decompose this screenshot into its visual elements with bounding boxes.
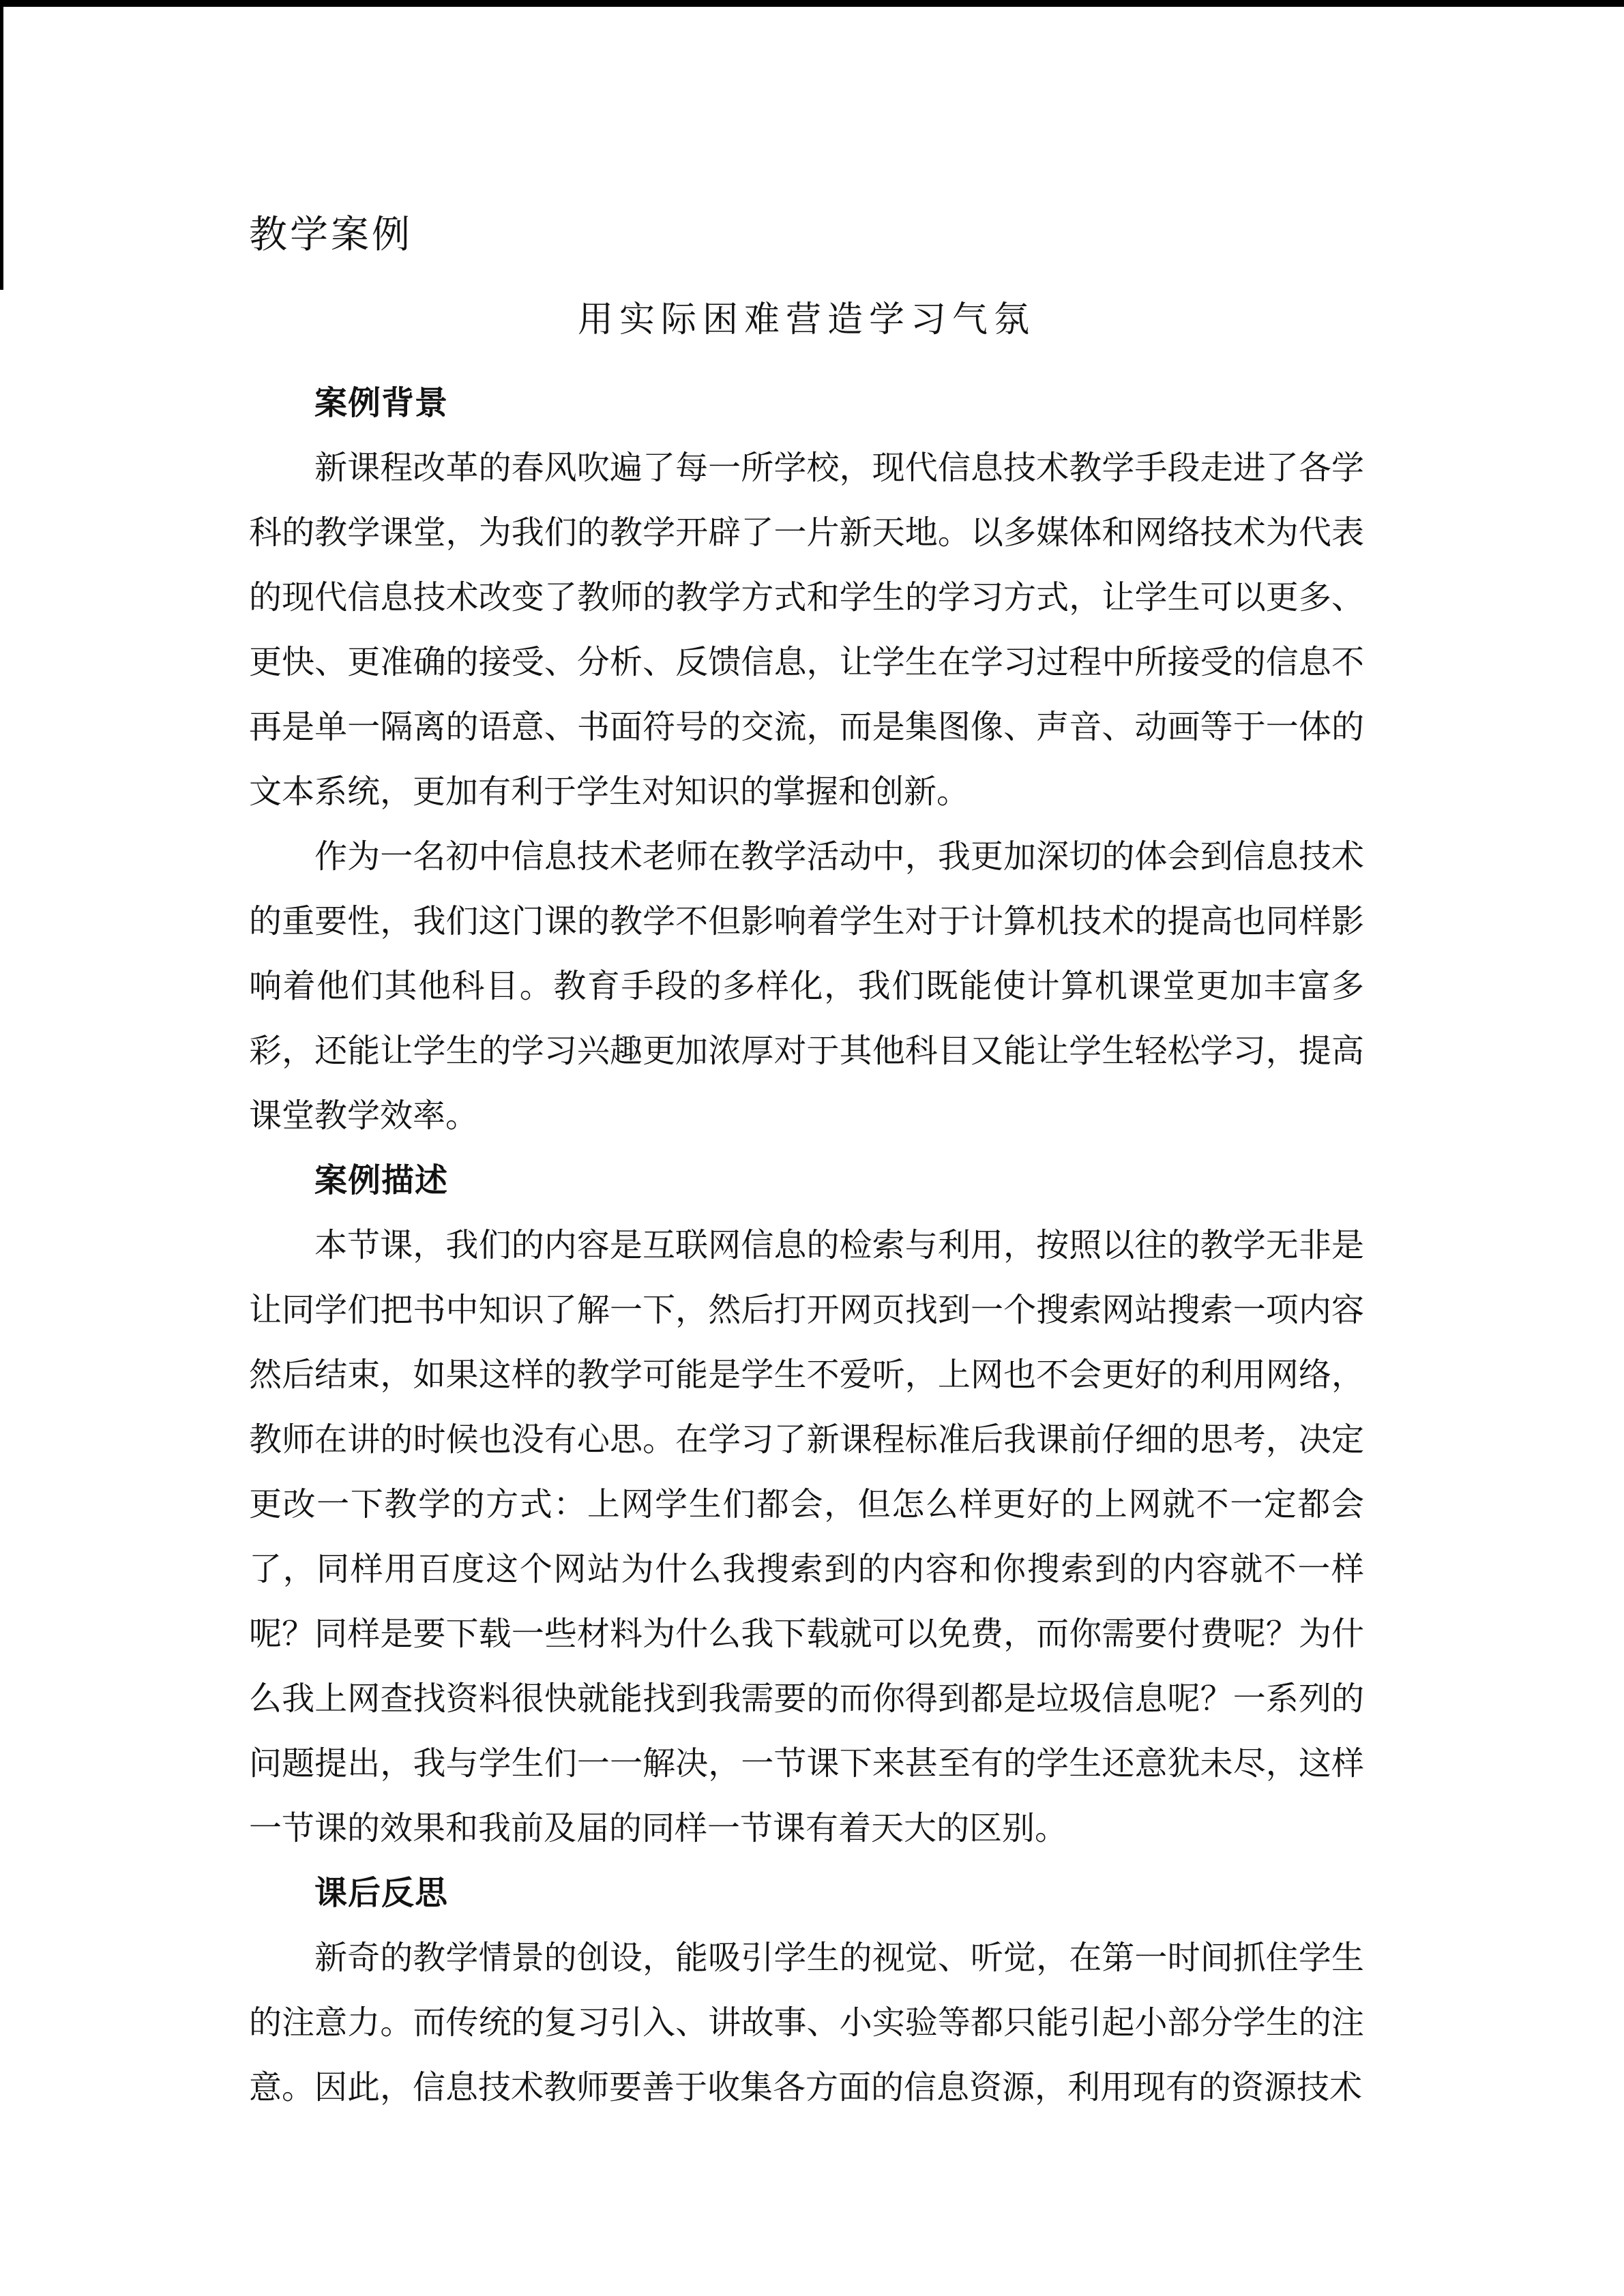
document-content (249, 0, 1364, 2120)
doc-type-label: 教学案例 (249, 214, 413, 256)
section-heading-after-class-reflection: 课后反思 (314, 1875, 449, 1911)
paragraph-background-2: 作为一名初中信息技术老师在教学活动中，我更加深切的体会到信息技术的重要性，我们这门课的教学不但影响着学生对于计算机技术的提高也同样影响着他们其他科目。教育手段的多样化，我们既能使计算机课堂更加丰富多彩，还能让学生的学习兴趣更加浓厚对于其他科目又能让学生轻松学习，提高课堂教学效率。 (249, 839, 1364, 1134)
section-heading-case-background: 案例背景 (314, 385, 449, 421)
paragraph-background-1: 新课程改革的春风吹遍了每一所学校，现代信息技术教学手段走进了各学科的教学课堂，为我们的教学开辟了一片新天地。以多媒体和网络技术为代表的现代信息技术改变了教师的教学方式和学生的学习方式，让学生可以更多、更快、更准确的接受、分析、反馈信息，让学生在学习过程中所接受的信息不再是单一隔离的语意、书面符号的交流，而是集图像、声音、动画等于一体的文本系统，更加有利于学生对知识的掌握和创新。 (249, 450, 1364, 810)
paragraph-description-1: 本节课，我们的内容是互联网信息的检索与利用，按照以往的教学无非是让同学们把书中知识了解一下，然后打开网页找到一个搜索网站搜索一项内容然后结束，如果这样的教学可能是学生不爱听，上网也不会更好的利用网络，教师在讲的时候也没有心思。在学习了新课程标准后我课前仔细的思考，决定更改一下教学的方式：上网学生们都会，但怎么样更好的上网就不一定都会了，同样用百度这个网站为什么我搜索到的内容和你搜索到的内容就不一样呢？同样是要下载一些材料为什么我下载就可以免费，而你需要付费呢？为什么我上网查找资料很快就能找到我需要的而你得到都是垃圾信息呢？一系列的问题提出，我与学生们一一解决，一节课下来甚至有的学生还意犹未尽，这样一节课的效果和我前及届的同样一节课有着天大的区别。 (249, 1227, 1364, 1847)
section-heading-case-description: 案例描述 (314, 1163, 449, 1199)
paragraph-reflection-1: 新奇的教学情景的创设，能吸引学生的视觉、听觉，在第一时间抓住学生的注意力。而传统的复习引入、讲故事、小实验等都只能引起小部分学生的注意。因此，信息技术教师要善于收集各方面的信息资源，利用现有的资源技术 (249, 1940, 1364, 2106)
scan-artifact-left-bar (0, 0, 3, 290)
page-title: 用实际困难营造学习气氛 (577, 301, 1035, 340)
